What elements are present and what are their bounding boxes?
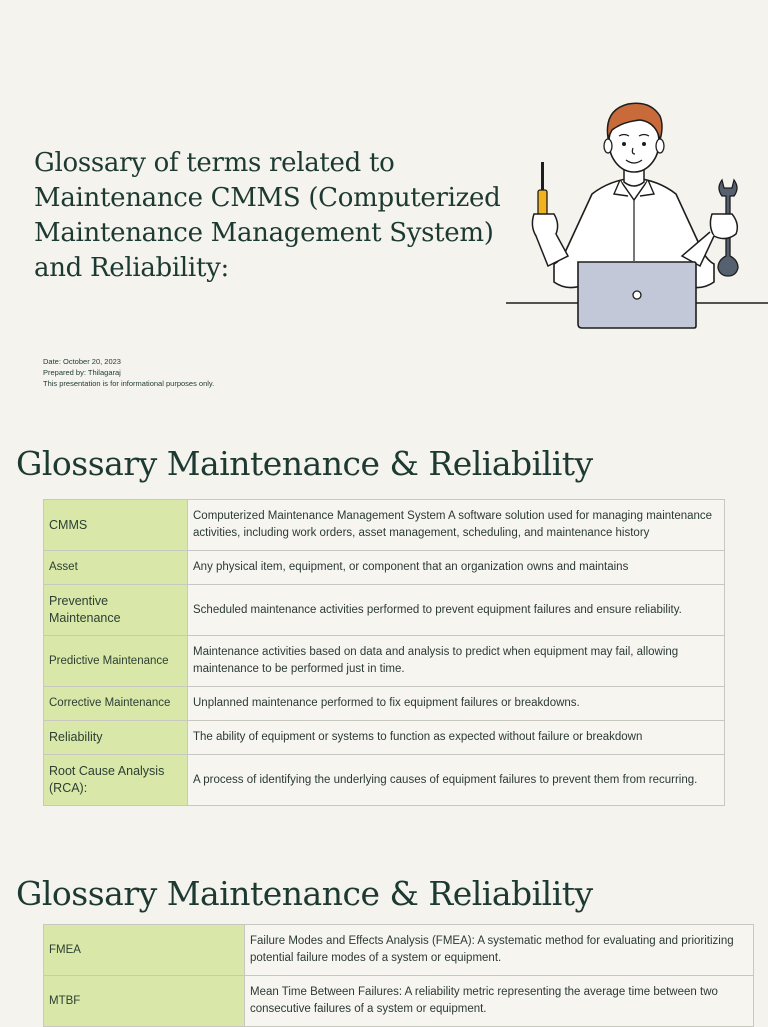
title-line: Maintenance Management System) (34, 218, 494, 248)
table-row (44, 721, 725, 755)
table-row (44, 687, 725, 721)
table-row (44, 500, 725, 551)
title-slide (0, 0, 768, 420)
term-cell: Root Cause Analysis (RCA): (44, 755, 188, 806)
title-line: Maintenance CMMS (Computerized (34, 183, 501, 213)
term-cell: Asset (44, 551, 188, 585)
definition-cell: Computerized Maintenance Management System A software solution used for managing maintenance activities, including work orders, asset management, scheduling, and maintenance history (188, 500, 725, 551)
term-cell: Preventive Maintenance (44, 585, 188, 636)
term-cell: Corrective Maintenance (44, 687, 188, 721)
table-row (44, 585, 725, 636)
term-cell: FMEA (44, 925, 245, 976)
definition-cell: Scheduled maintenance activities performed to prevent equipment failures and ensure reliability. (188, 585, 725, 636)
table-row (44, 925, 754, 976)
glossary-slide-1 (0, 420, 768, 850)
definition-cell: A process of identifying the underlying causes of equipment failures to prevent them from recurring. (188, 755, 725, 806)
table-row (44, 755, 725, 806)
definition-cell: Mean Time Between Failures: A reliability metric representing the average time between two consecutive failures of a system or equipment. (245, 976, 754, 1027)
table-row (44, 976, 754, 1027)
term-cell: CMMS (44, 500, 188, 551)
glossary-slide-2 (0, 850, 768, 1024)
definition-cell: Failure Modes and Effects Analysis (FMEA): A systematic method for evaluating and prioritizing potential failure modes of a system or equipment. (245, 925, 754, 976)
screwdriver-handle (538, 190, 547, 216)
section-title: Glossary Maintenance & Reliability (16, 444, 593, 483)
screwdriver-shaft (541, 162, 544, 192)
meta-note: This presentation is for informational purposes only. (43, 379, 215, 388)
definition-cell: Unplanned maintenance performed to fix equipment failures or breakdowns. (188, 687, 725, 721)
definition-cell: Maintenance activities based on data and analysis to predict when equipment may fail, allowing maintenance to be performed just in time. (188, 636, 725, 687)
table-row (44, 636, 725, 687)
term-cell: Predictive Maintenance (44, 636, 188, 687)
technician-with-laptop-illustration (500, 96, 768, 336)
meta-date: Date: October 20, 2023 (43, 357, 121, 366)
table-row (44, 551, 725, 585)
laptop-logo-icon (633, 291, 641, 299)
term-cell: Reliability (44, 721, 188, 755)
presentation-meta (43, 356, 214, 389)
definition-cell: The ability of equipment or systems to function as expected without failure or breakdown (188, 721, 725, 755)
glossary-table (43, 924, 754, 1027)
glossary-table (43, 499, 725, 806)
section-title: Glossary Maintenance & Reliability (16, 874, 593, 913)
meta-prepared-by: Prepared by: Thilagaraj (43, 368, 121, 377)
term-cell: MTBF (44, 976, 245, 1027)
definition-cell: Any physical item, equipment, or component that an organization owns and maintains (188, 551, 725, 585)
title-line: and Reliability: (34, 253, 229, 283)
title-line: Glossary of terms related to (34, 148, 395, 178)
main-title (34, 146, 514, 286)
